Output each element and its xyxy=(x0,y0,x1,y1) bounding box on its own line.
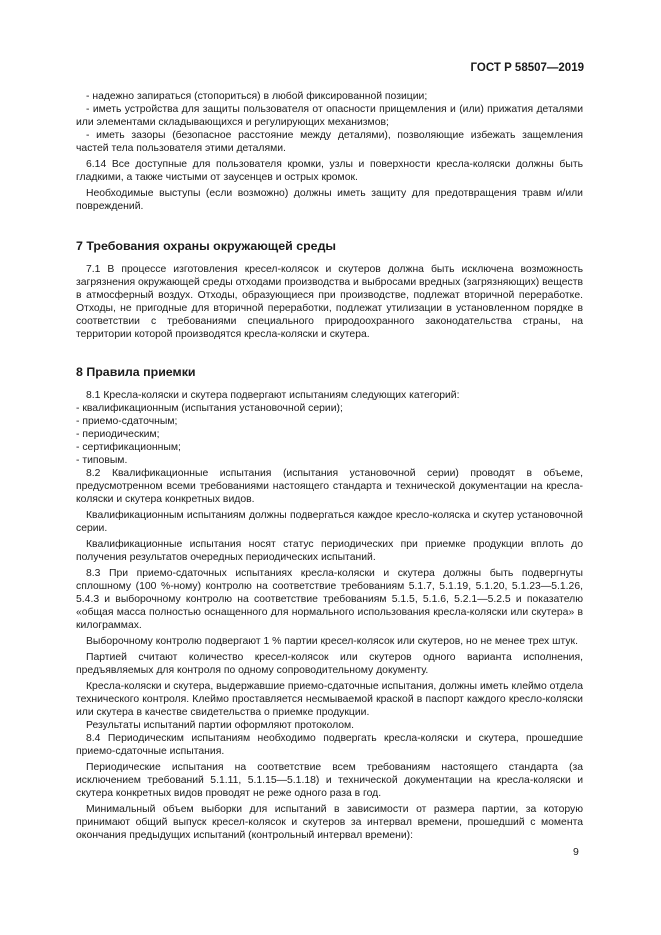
paragraph: Минимальный объем выборки для испытаний в зависимости от размера партии, за которую принимают общий выпуск кресел-колясок и скутеров за интервал времени, прошедший с момента окончания предыдущих испытаний (контрольный интервал времени): xyxy=(76,804,583,841)
section-8-heading: 8 Правила приемки xyxy=(76,365,196,379)
list-item: - типовым. xyxy=(76,455,128,466)
paragraph: Результаты испытаний партии оформляют протоколом. xyxy=(86,720,355,731)
document-header: ГОСТ Р 58507—2019 xyxy=(470,62,584,74)
paragraph-8-2: 8.2 Квалификационные испытания (испытания установочной серии) проводят в объеме, предусмотренном всеми требованиями настоящего стандарта и технической документации на кресла-коляски и скутера конкретных видов. xyxy=(76,468,583,505)
paragraph-8-4: 8.4 Периодическим испытаниям необходимо подвергать кресла-коляски и скутера, прошедшие приемо-сдаточные испытания. xyxy=(76,733,583,757)
paragraph: Периодические испытания на соответствие всем требованиям настоящего стандарта (за исключением требований 5.1.11, 5.1.15—5.1.18) и технической документации на кресла-коляски и скутера конкретных видов проводят не реже одного раза в год. xyxy=(76,762,583,799)
paragraph: Партией считают количество кресел-колясок или скутеров одного варианта исполнения, предъявляемых для контроля по одному сопроводительному документу. xyxy=(76,652,583,676)
paragraph: Выборочному контролю подвергают 1 % партии кресел-колясок или скутеров, но не менее трех штук. xyxy=(86,636,578,647)
list-item: - надежно запираться (стопориться) в любой фиксированной позиции; xyxy=(86,91,428,102)
paragraph: Квалификационные испытания носят статус периодических при приемке продукции вплоть до получения результатов очередных периодических испытаний. xyxy=(76,539,583,563)
paragraph: Кресла-коляски и скутера, выдержавшие приемо-сдаточные испытания, должны иметь клеймо отдела технического контроля. Клеймо проставляется несмываемой краской в паспорт каждого кресло-коляски или скутера в качестве свидетельства о приемке продукции. xyxy=(76,681,583,718)
list-item: - сертификационным; xyxy=(76,442,181,453)
page-number: 9 xyxy=(573,846,579,858)
list-item: - иметь зазоры (безопасное расстояние между деталями), позволяющие избежать защемления частей тела пользователя этими деталями. xyxy=(76,130,583,154)
list-item: - иметь устройства для защиты пользователя от опасности прищемления и (или) прижатия деталями или элементами складывающихся и регулирующих механизмов; xyxy=(76,104,583,128)
list-item: - периодическим; xyxy=(76,429,160,440)
page-body xyxy=(76,90,583,842)
paragraph-8-3: 8.3 При приемо-сдаточных испытаниях кресла-коляски и скутера должны быть подвергнуты сплошному (100 %-ному) контролю на соответствие требованиям 5.1.7, 5.1.19, 5.1.20, 5.1.23—5.1.26, 5.4.3 и выборочному контролю на соответствие требованиям 5.1.5, 5.1.6, 5.2.1—5.2.5 и показателю «общая масса полностью оснащенного для нормального использования кресла-коляски или скутера» в килограммах. xyxy=(76,568,583,631)
paragraph: Квалификационным испытаниям должны подвергаться каждое кресло-коляска и скутер установочной серии. xyxy=(76,510,583,534)
paragraph-6-14: 6.14 Все доступные для пользователя кромки, узлы и поверхности кресла-коляски должны быть гладкими, а также чистыми от заусенцев и острых кромок. xyxy=(76,159,583,183)
paragraph-8-1: 8.1 Кресла-коляски и скутера подвергают испытаниям следующих категорий: xyxy=(86,390,460,401)
list-item: - квалификационным (испытания установочной серии); xyxy=(76,403,343,414)
section-7-heading: 7 Требования охраны окружающей среды xyxy=(76,239,337,253)
paragraph-7-1: 7.1 В процессе изготовления кресел-колясок и скутеров должна быть исключена возможность загрязнения окружающей среды отходами производства и выбросами вредных (загрязняющих) веществ в атмосферный воздух. Отходы, образующиеся при производстве, подлежат вторичной переработке. Отходы, не пригодные для вторичной переработки, подлежат утилизации в установленном порядке в соответствии с требованиями специального природоохранного законодательства страны, на территории которой производятся кресла-коляски и скутера. xyxy=(76,264,583,340)
paragraph: Необходимые выступы (если возможно) должны иметь защиту для предотвращения травм и/или повреждений. xyxy=(76,188,583,212)
list-item: - приемо-сдаточным; xyxy=(76,416,178,427)
